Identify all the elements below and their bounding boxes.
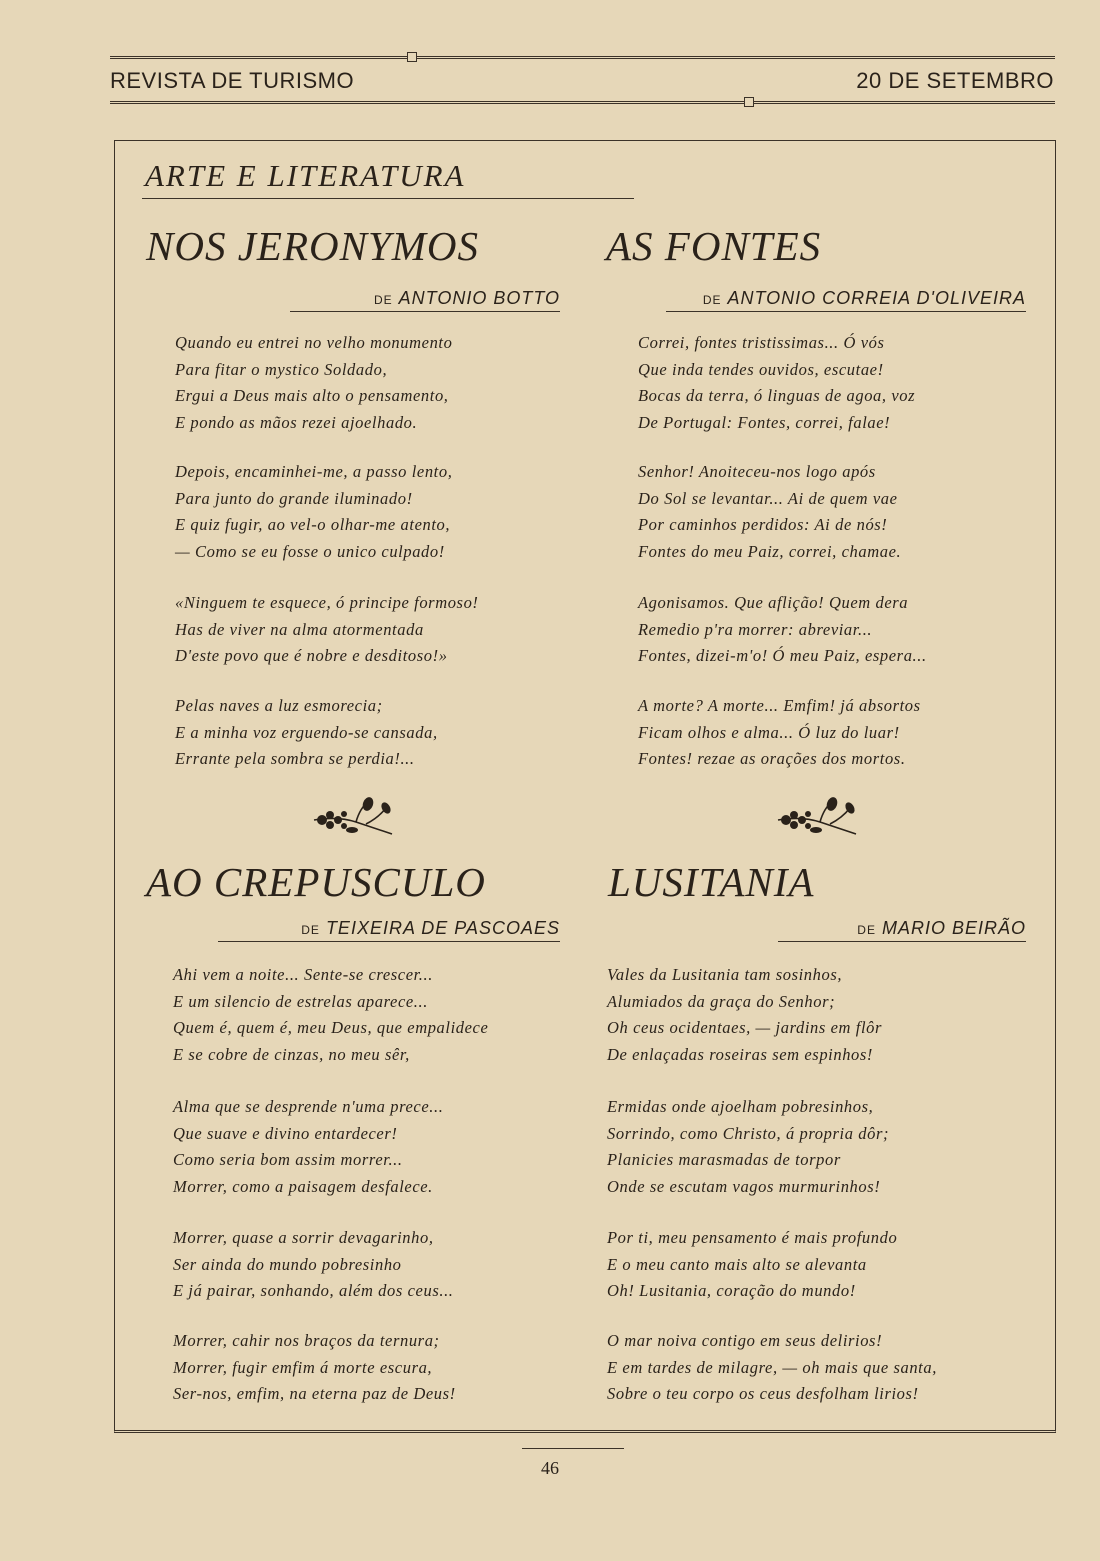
- verse-line: Ser ainda do mundo pobresinho: [173, 1254, 402, 1274]
- stanza: [638, 693, 921, 773]
- header-title: REVISTA DE TURISMO: [110, 68, 355, 93]
- verse-line: Pelas naves a luz esmorecia;: [175, 696, 383, 715]
- verse-line: Senhor! Anoiteceu-nos logo após: [638, 462, 876, 481]
- verse-line: Ergui a Deus mais alto o pensamento,: [175, 386, 449, 405]
- header-bottom-rule: [110, 101, 1055, 104]
- verse-line: Por caminhos perdidos: Ai de nós!: [638, 515, 888, 534]
- stanza: [607, 962, 882, 1068]
- stanza: [175, 459, 452, 565]
- verse-line: — Como se eu fosse o unico culpado!: [175, 541, 445, 561]
- section-title: ARTE E LITERATURA: [145, 158, 466, 193]
- stanza: [173, 1225, 454, 1305]
- verse-line: Ser-nos, emfim, na eterna paz de Deus!: [173, 1384, 456, 1403]
- author-rule: [778, 941, 1026, 942]
- author-rule: [218, 941, 560, 942]
- stanza: [607, 1225, 897, 1305]
- verse-line: E já pairar, sonhando, além dos ceus...: [173, 1281, 454, 1300]
- verse-line: Morrer, cahir nos braços da ternura;: [173, 1331, 440, 1350]
- author-prefix: DE: [373, 293, 393, 307]
- verse-line: E quiz fugir, ao vel-o olhar-me atento,: [175, 515, 451, 534]
- stanza: [175, 330, 452, 436]
- header-bottom-square: [744, 97, 754, 107]
- verse-line: Ahi vem a noite... Sente-se crescer...: [173, 965, 433, 984]
- flower-vignette-icon: [308, 796, 398, 842]
- header-top-rule: [110, 56, 1055, 59]
- verse-line: Agonisamos. Que aflição! Quem dera: [638, 593, 909, 612]
- header-top-square: [407, 52, 417, 62]
- verse-line: Que inda tendes ouvidos, escutae!: [638, 359, 884, 379]
- section-title-rule: [142, 198, 634, 199]
- verse-line: Como seria bom assim morrer...: [173, 1150, 403, 1169]
- verse-line: E a minha voz erguendo-se cansada,: [175, 722, 438, 742]
- verse-line: D'este povo que é nobre e desditoso!»: [175, 646, 448, 665]
- author-prefix: DE: [702, 293, 722, 307]
- poem-author-lusitania: [857, 918, 1026, 939]
- verse-line: Que suave e divino entardecer!: [173, 1123, 398, 1143]
- verse-line: Ermidas onde ajoelham pobresinhos,: [607, 1097, 874, 1116]
- verse-line: Sobre o teu corpo os ceus desfolham lirios!: [607, 1384, 919, 1403]
- flower-vignette-icon: [772, 796, 862, 842]
- verse-line: Fontes, dizei-m'o! Ó meu Paiz, espera...: [638, 646, 927, 665]
- poem-title-ao-crepusculo: AO CREPUSCULO: [146, 859, 486, 905]
- verse-line: Por ti, meu pensamento é mais profundo: [607, 1228, 898, 1247]
- verse-line: De Portugal: Fontes, correi, falae!: [638, 412, 891, 432]
- page-number-rule: [522, 1448, 624, 1449]
- verse-line: Vales da Lusitania tam sosinhos,: [607, 965, 843, 984]
- verse-line: Depois, encaminhei-me, a passo lento,: [175, 462, 453, 481]
- stanza: [173, 962, 488, 1068]
- verse-line: A morte? A morte... Emfim! já absortos: [638, 696, 921, 715]
- verse-line: E em tardes de milagre, — oh mais que santa,: [607, 1357, 937, 1377]
- verse-line: E o meu canto mais alto se alevanta: [607, 1254, 867, 1274]
- stanza: [638, 459, 901, 565]
- verse-line: Oh ceus ocidentaes, — jardins em flôr: [607, 1018, 883, 1037]
- author-name: MARIO BEIRÃO: [881, 918, 1026, 938]
- stanza: [607, 1328, 937, 1408]
- verse-line: Morrer, quase a sorrir devagarinho,: [173, 1228, 434, 1247]
- verse-line: E pondo as mãos rezei ajoelhado.: [175, 412, 418, 432]
- verse-line: Has de viver na alma atormentada: [175, 619, 424, 639]
- verse-line: Oh! Lusitania, coração do mundo!: [607, 1281, 856, 1300]
- verse-line: Morrer, fugir emfim á morte escura,: [173, 1357, 433, 1377]
- author-name: ANTONIO BOTTO: [398, 288, 560, 308]
- verse-line: De enlaçadas roseiras sem espinhos!: [607, 1044, 874, 1064]
- author-rule: [290, 311, 560, 312]
- poem-author-ao-crepusculo: [301, 918, 560, 939]
- verse-line: Fontes do meu Paiz, correi, chamae.: [638, 541, 902, 561]
- poem-title-nos-jeronymos: NOS JERONYMOS: [146, 223, 480, 269]
- verse-line: Planicies marasmadas de torpor: [607, 1150, 841, 1169]
- poem-title-lusitania: LUSITANIA: [608, 859, 815, 905]
- verse-line: Ficam olhos e alma... Ó luz do luar!: [638, 722, 900, 742]
- stanza: [638, 590, 927, 670]
- verse-line: Correi, fontes tristissimas... Ó vós: [638, 333, 885, 352]
- author-name: TEIXEIRA DE PASCOAES: [325, 918, 560, 938]
- author-prefix: DE: [301, 923, 320, 937]
- verse-line: «Ninguem te esquece, ó principe formoso!: [175, 593, 479, 612]
- verse-line: Remedio p'ra morrer: abreviar...: [638, 619, 873, 639]
- verse-line: Para fitar o mystico Soldado,: [175, 359, 388, 379]
- author-rule: [666, 311, 1026, 312]
- poem-author-as-fontes: [703, 288, 1026, 309]
- verse-line: Quem é, quem é, meu Deus, que empalidece: [173, 1018, 489, 1037]
- verse-line: Morrer, como a paisagem desfalece.: [173, 1176, 433, 1196]
- verse-line: Sorrindo, como Christo, á propria dôr;: [607, 1123, 890, 1143]
- poem-author-nos-jeronymos: [374, 288, 560, 309]
- verse-line: Errante pela sombra se perdia!...: [175, 749, 415, 768]
- verse-line: Para junto do grande iluminado!: [175, 488, 413, 508]
- verse-line: E se cobre de cinzas, no meu sêr,: [173, 1044, 410, 1064]
- verse-line: Bocas da terra, ó linguas de agoa, voz: [638, 386, 916, 405]
- verse-line: Alma que se desprende n'uma prece...: [173, 1097, 444, 1116]
- verse-line: O mar noiva contigo em seus delirios!: [607, 1331, 883, 1350]
- author-prefix: DE: [857, 923, 876, 937]
- stanza: [173, 1094, 443, 1200]
- stanza: [175, 590, 479, 670]
- verse-line: E um silencio de estrelas aparece...: [173, 991, 428, 1011]
- author-name: ANTONIO CORREIA D'OLIVEIRA: [727, 288, 1026, 308]
- verse-line: Onde se escutam vagos murmurinhos!: [607, 1176, 881, 1196]
- verse-line: Quando eu entrei no velho monumento: [175, 333, 453, 352]
- verse-line: Alumiados da graça do Senhor;: [607, 991, 836, 1011]
- stanza: [638, 330, 915, 436]
- header-date: 20 DE SETEMBRO: [856, 68, 1054, 93]
- stanza: [175, 693, 438, 773]
- page-number: 46: [541, 1458, 559, 1478]
- verse-line: Do Sol se levantar... Ai de quem vae: [638, 488, 898, 508]
- poem-title-as-fontes: AS FONTES: [606, 223, 822, 269]
- stanza: [173, 1328, 456, 1408]
- stanza: [607, 1094, 889, 1200]
- verse-line: Fontes! rezae as orações dos mortos.: [638, 749, 906, 768]
